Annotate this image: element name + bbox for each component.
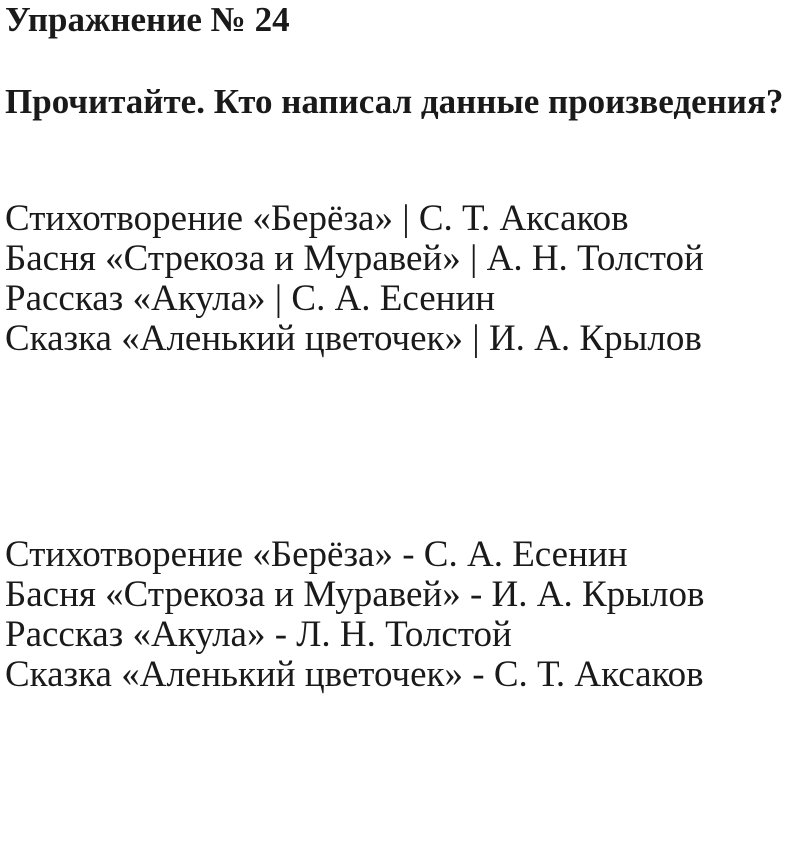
given-line: Рассказ «Акула» | С. А. Есенин [5, 278, 496, 319]
given-line: Басня «Стрекоза и Муравей» | А. Н. Толстой [5, 238, 704, 279]
given-line: Стихотворение «Берёза» | С. Т. Аксаков [5, 198, 629, 239]
answer-line: Стихотворение «Берёза» - С. А. Есенин [5, 534, 628, 575]
answer-line: Басня «Стрекоза и Муравей» - И. А. Крылов [5, 574, 705, 615]
exercise-task: Прочитайте. Кто написал данные произведения? [5, 82, 784, 121]
answer-line: Рассказ «Акула» - Л. Н. Толстой [5, 614, 512, 655]
exercise-title: Упражнение № 24 [5, 0, 290, 39]
given-line: Сказка «Аленький цветочек» | И. А. Крылов [5, 318, 702, 359]
answer-list [5, 535, 800, 695]
answer-line: Сказка «Аленький цветочек» - С. Т. Аксаков [5, 654, 704, 695]
given-list [5, 199, 800, 359]
